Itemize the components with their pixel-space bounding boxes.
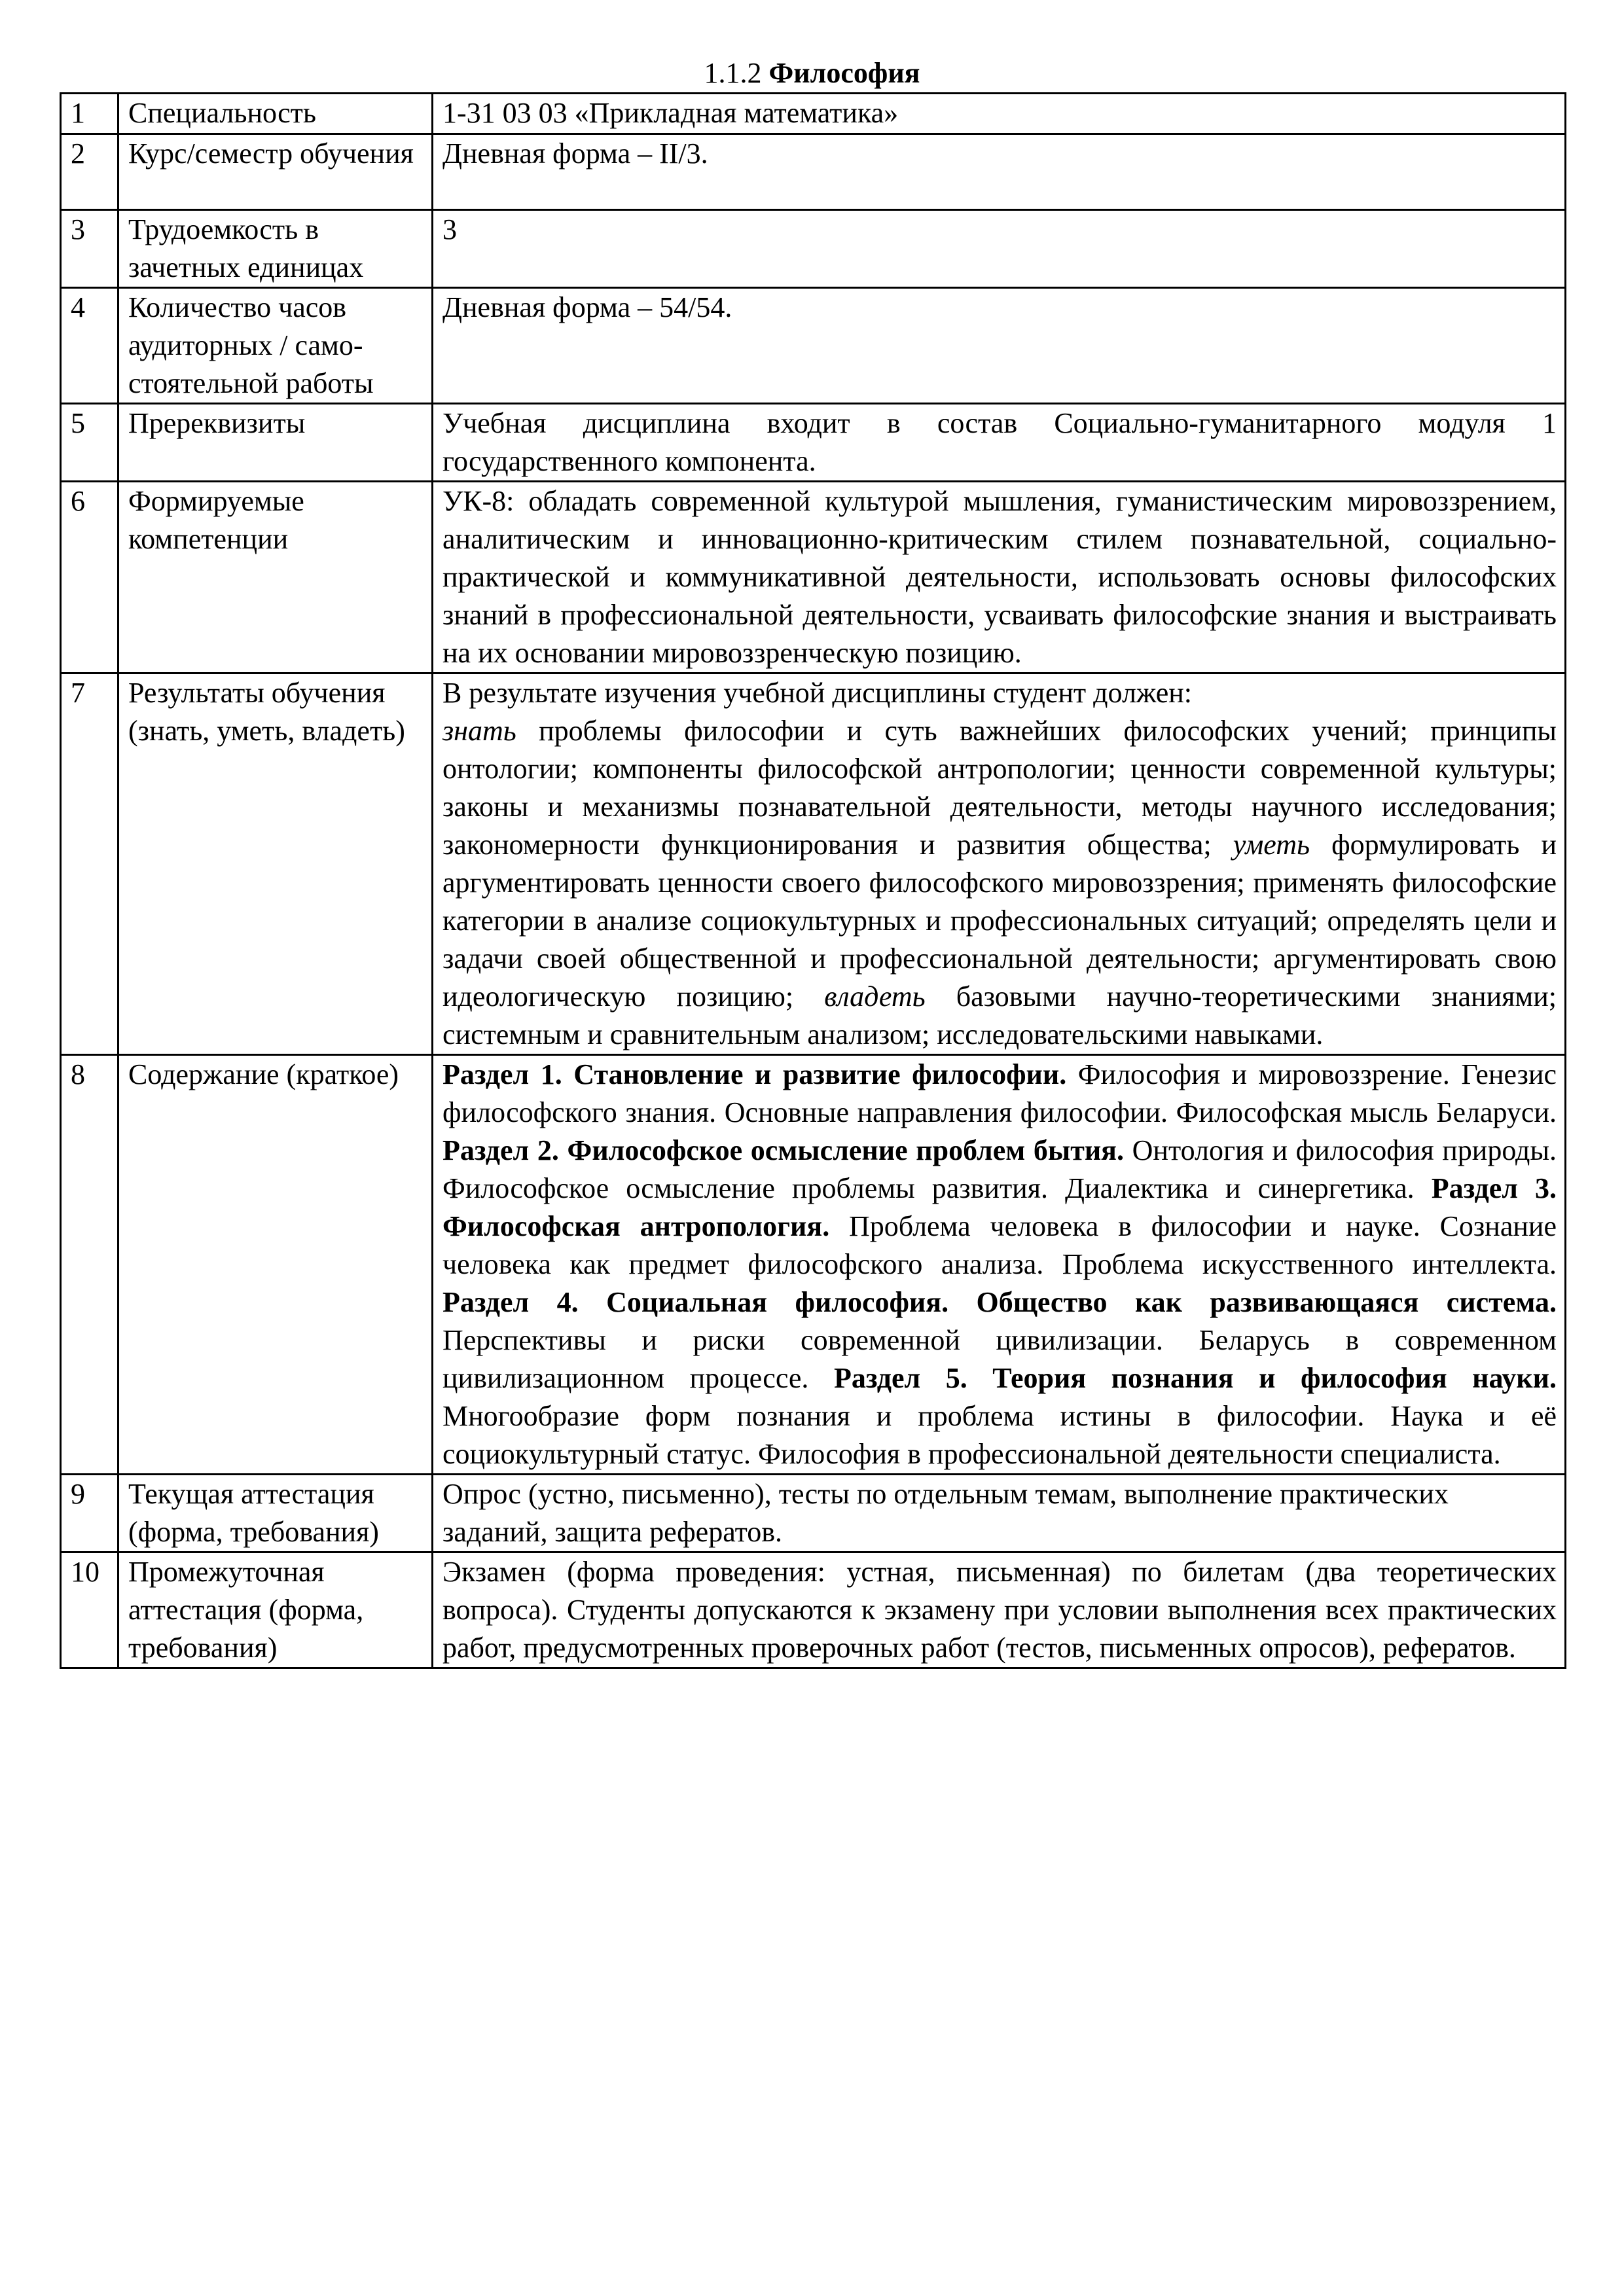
table-row	[61, 1055, 1566, 1475]
row-label: Результаты обучения (знать, уметь, владеть)	[118, 673, 433, 1055]
section-2-text: Онтология и философия природы. Философское осмысление проблемы развития. Диалектика и синергетика.	[442, 1134, 1557, 1204]
table-row	[61, 482, 1566, 673]
table-row	[61, 288, 1566, 404]
row-number: 3	[61, 210, 118, 288]
section-number: 1.1.2	[704, 57, 762, 89]
row-content: Дневная форма – II/3.	[433, 134, 1566, 210]
section-1-text: Философия и мировоззрение. Генезис философского знания. Основные направления философии. Философская мысль Беларуси.	[442, 1058, 1557, 1128]
section-3-text: Проблема человека в философии и науке. Сознание человека как предмет философского анализа. Проблема искусственного интеллекта.	[442, 1210, 1557, 1280]
table-row	[61, 673, 1566, 1055]
section-5-title: Раздел 5. Теория познания и философия науки.	[833, 1362, 1557, 1394]
row-number: 1	[61, 94, 118, 134]
outcome-can-keyword: уметь	[1233, 829, 1310, 861]
row-content: Учебная дисциплина входит в состав Социально-гуманитарного модуля 1 государственного компонента.	[433, 404, 1566, 482]
table-row	[61, 210, 1566, 288]
section-4-title: Раздел 4. Социальная философия. Общество как развивающаяся система.	[442, 1286, 1557, 1318]
learning-outcomes	[433, 673, 1566, 1055]
row-label: Содержание (краткое)	[118, 1055, 433, 1475]
table-row	[61, 1552, 1566, 1668]
row-label: Трудоемкость в зачетных единицах	[118, 210, 433, 288]
row-content: Дневная форма – 54/54.	[433, 288, 1566, 404]
row-label: Формируемые компетенции	[118, 482, 433, 673]
row-content: УК-8: обладать современной культурой мышления, гуманистическим мировоззрением, аналитическим и инновационно-критическим стилем познавательной, социально-практической и коммуникативной деятельности, использовать основы философских знаний в профессиональной деятельности, усваивать философские знания и выстраивать на их основании мировоззренческую позицию.	[433, 482, 1566, 673]
row-label: Количество часов аудиторных / само-стоятельной работы	[118, 288, 433, 404]
outcome-know-text: проблемы философии и суть важнейших философских учений; принципы онтологии; компоненты философской антропологии; ценности современной культуры; законы и механизмы познавательной деятельности, методы научного исследования; закономерности функционирования и развития общества;	[442, 715, 1557, 861]
outcomes-intro: В результате изучения учебной дисциплины студент должен:	[442, 677, 1193, 709]
row-label: Текущая аттестация (форма, требования)	[118, 1475, 433, 1552]
row-content: 1-31 03 03 «Прикладная математика»	[433, 94, 1566, 134]
row-label: Пререквизиты	[118, 404, 433, 482]
course-contents	[433, 1055, 1566, 1475]
syllabus-table	[60, 92, 1566, 1669]
row-number: 7	[61, 673, 118, 1055]
row-number: 5	[61, 404, 118, 482]
row-label: Специальность	[118, 94, 433, 134]
row-label: Промежуточная аттестация (форма, требования)	[118, 1552, 433, 1668]
outcome-know-keyword: знать	[442, 715, 516, 747]
row-number: 2	[61, 134, 118, 210]
row-content: 3	[433, 210, 1566, 288]
section-1-title: Раздел 1. Становление и развитие философии.	[442, 1058, 1067, 1090]
table-row	[61, 404, 1566, 482]
outcome-own-text: базовыми научно-теоретическими знаниями; системным и сравнительным анализом; исследовательскими навыками.	[442, 980, 1557, 1050]
row-number: 6	[61, 482, 118, 673]
row-number: 4	[61, 288, 118, 404]
row-label: Курс/семестр обучения	[118, 134, 433, 210]
section-4-text: Перспективы и риски современной цивилизации. Беларусь в современном цивилизационном процессе.	[442, 1324, 1557, 1394]
row-number: 8	[61, 1055, 118, 1475]
table-row	[61, 134, 1566, 210]
discipline-title: Философия	[768, 57, 920, 89]
outcome-can-text: формулировать и аргументировать ценности своего философского мировоззрения; применять философские категории в анализе социокультурных и профессиональных ситуаций; определять цели и задачи своей общественной и профессиональной деятельности; аргументировать свою идеологическую позицию;	[442, 829, 1557, 1013]
outcome-own-keyword: владеть	[824, 980, 926, 1013]
section-3-title: Раздел 3. Философская антропология.	[442, 1172, 1557, 1242]
section-2-title: Раздел 2. Философское осмысление проблем бытия.	[442, 1134, 1124, 1166]
row-content: Опрос (устно, письменно), тесты по отдельным темам, выполнение практических заданий, защита рефератов.	[433, 1475, 1566, 1552]
section-5-text: Многообразие форм познания и проблема истины в философии. Наука и её социокультурный статус. Философия в профессиональной деятельности специалиста.	[442, 1400, 1557, 1470]
row-content: Экзамен (форма проведения: устная, письменная) по билетам (два теоретических вопроса). Студенты допускаются к экзамену при условии выполнения всех практических работ, предусмотренных проверочных работ (тестов, письменных опросов), рефератов.	[433, 1552, 1566, 1668]
table-row	[61, 94, 1566, 134]
row-number: 9	[61, 1475, 118, 1552]
table-row	[61, 1475, 1566, 1552]
row-number: 10	[61, 1552, 118, 1668]
page-title	[0, 54, 1624, 93]
